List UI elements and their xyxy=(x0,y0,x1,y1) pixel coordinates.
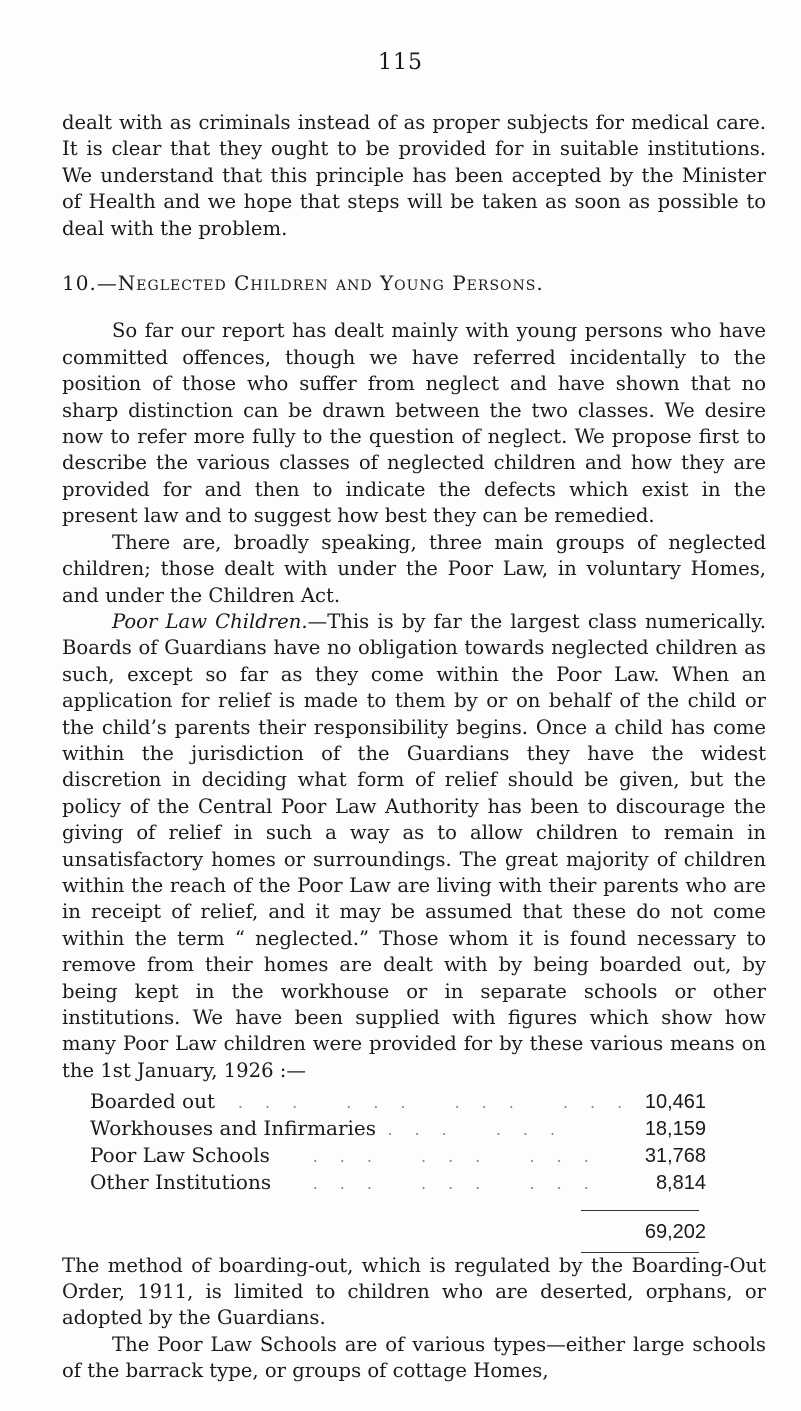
row-value: 8,814 xyxy=(655,1172,706,1195)
poor-law-children-body: —This is by far the largest class numerically. Boards of Guardians have no obligation towards neglected children as such, except so far as they come within the Poor Law. When an application for relief is made to them by or on behalf of the child or the child’s parents their responsibility begins. Once a child has come within the jurisdiction of the Guardians they have the widest discretion in deciding what form of relief should be given, but the policy of the Central Poor Law Authority has been to discourage the giving of relief in such a way as to allow children to remain in unsatisfactory homes or surroundings. The great majority of children within the reach of the Poor Law are living with their parents who are in receipt of relief, and it may be assumed that these do not come within the term “ neglected.” Those whom it is found necessary to remove from their homes are dealt with by being boarded out, by being kept in the workhouse or in separate schools or other institutions. We have been supplied with figures which show how many Poor Law children were provided for by these various means on the 1st January, 1926 :— xyxy=(62,609,766,1082)
page-content xyxy=(62,110,766,1385)
table-total: 69,202 xyxy=(644,1221,706,1244)
paragraph-boarding-out: The method of boarding-out, which is regulated by the Boarding-Out Order, 1911, is limited to children who are deserted, orphans, or adopted by the Guardians. xyxy=(62,1253,766,1330)
table-row xyxy=(62,1088,766,1115)
section-heading: 10.—Neglected Children and Young Persons. xyxy=(62,271,544,296)
row-value: 18,159 xyxy=(644,1118,706,1141)
table-row xyxy=(62,1115,766,1142)
table-row xyxy=(62,1142,766,1169)
poor-law-children-title: Poor Law Children. xyxy=(112,609,308,633)
children-figures-table xyxy=(62,1088,766,1252)
row-leader-dots: ... ... ... xyxy=(312,1147,611,1167)
paragraph-neglect-overview: So far our report has dealt mainly with young persons who have committed offences, though we have referred incidentally to the position of those who suffer from neglect and have shown that no sharp distinction can be drawn between the two classes. We desire now to refer more fully to the question of neglect. We propose first to describe the various classes of neglected children and how they are provided for and then to indicate the defects which exist in the present law and to suggest how best they can be remedied. xyxy=(62,319,766,528)
total-rule-top xyxy=(581,1210,699,1211)
row-label: Workhouses and Infirmaries xyxy=(90,1116,377,1141)
row-label: Poor Law Schools xyxy=(90,1143,270,1168)
row-leader-dots: ... ... ... xyxy=(312,1174,611,1194)
page-number: 115 xyxy=(378,50,423,75)
paragraph-poor-law-children xyxy=(62,609,766,1084)
row-leader-dots: ... ... xyxy=(387,1120,578,1140)
row-label: Other Institutions xyxy=(90,1170,272,1195)
paragraph-poor-law-schools: The Poor Law Schools are of various types—either large schools of the barrack type, or groups of cottage Homes, xyxy=(62,1332,766,1383)
intro-paragraph: dealt with as criminals instead of as proper subjects for medical care. It is clear that they ought to be provided for in suitable institutions. We understand that this principle has been accepted by the Minister of Health and we hope that steps will be taken as soon as possible to deal with the problem. xyxy=(62,111,766,240)
row-label: Boarded out xyxy=(90,1089,215,1114)
row-value: 31,768 xyxy=(644,1145,706,1168)
paragraph-three-groups: There are, broadly speaking, three main groups of neglected children; those dealt with under the Poor Law, in voluntary Homes, and under the Children Act. xyxy=(62,530,766,607)
row-leader-dots: ... ... ... ... xyxy=(237,1093,645,1113)
row-value: 10,461 xyxy=(644,1091,706,1114)
table-row xyxy=(62,1169,766,1196)
